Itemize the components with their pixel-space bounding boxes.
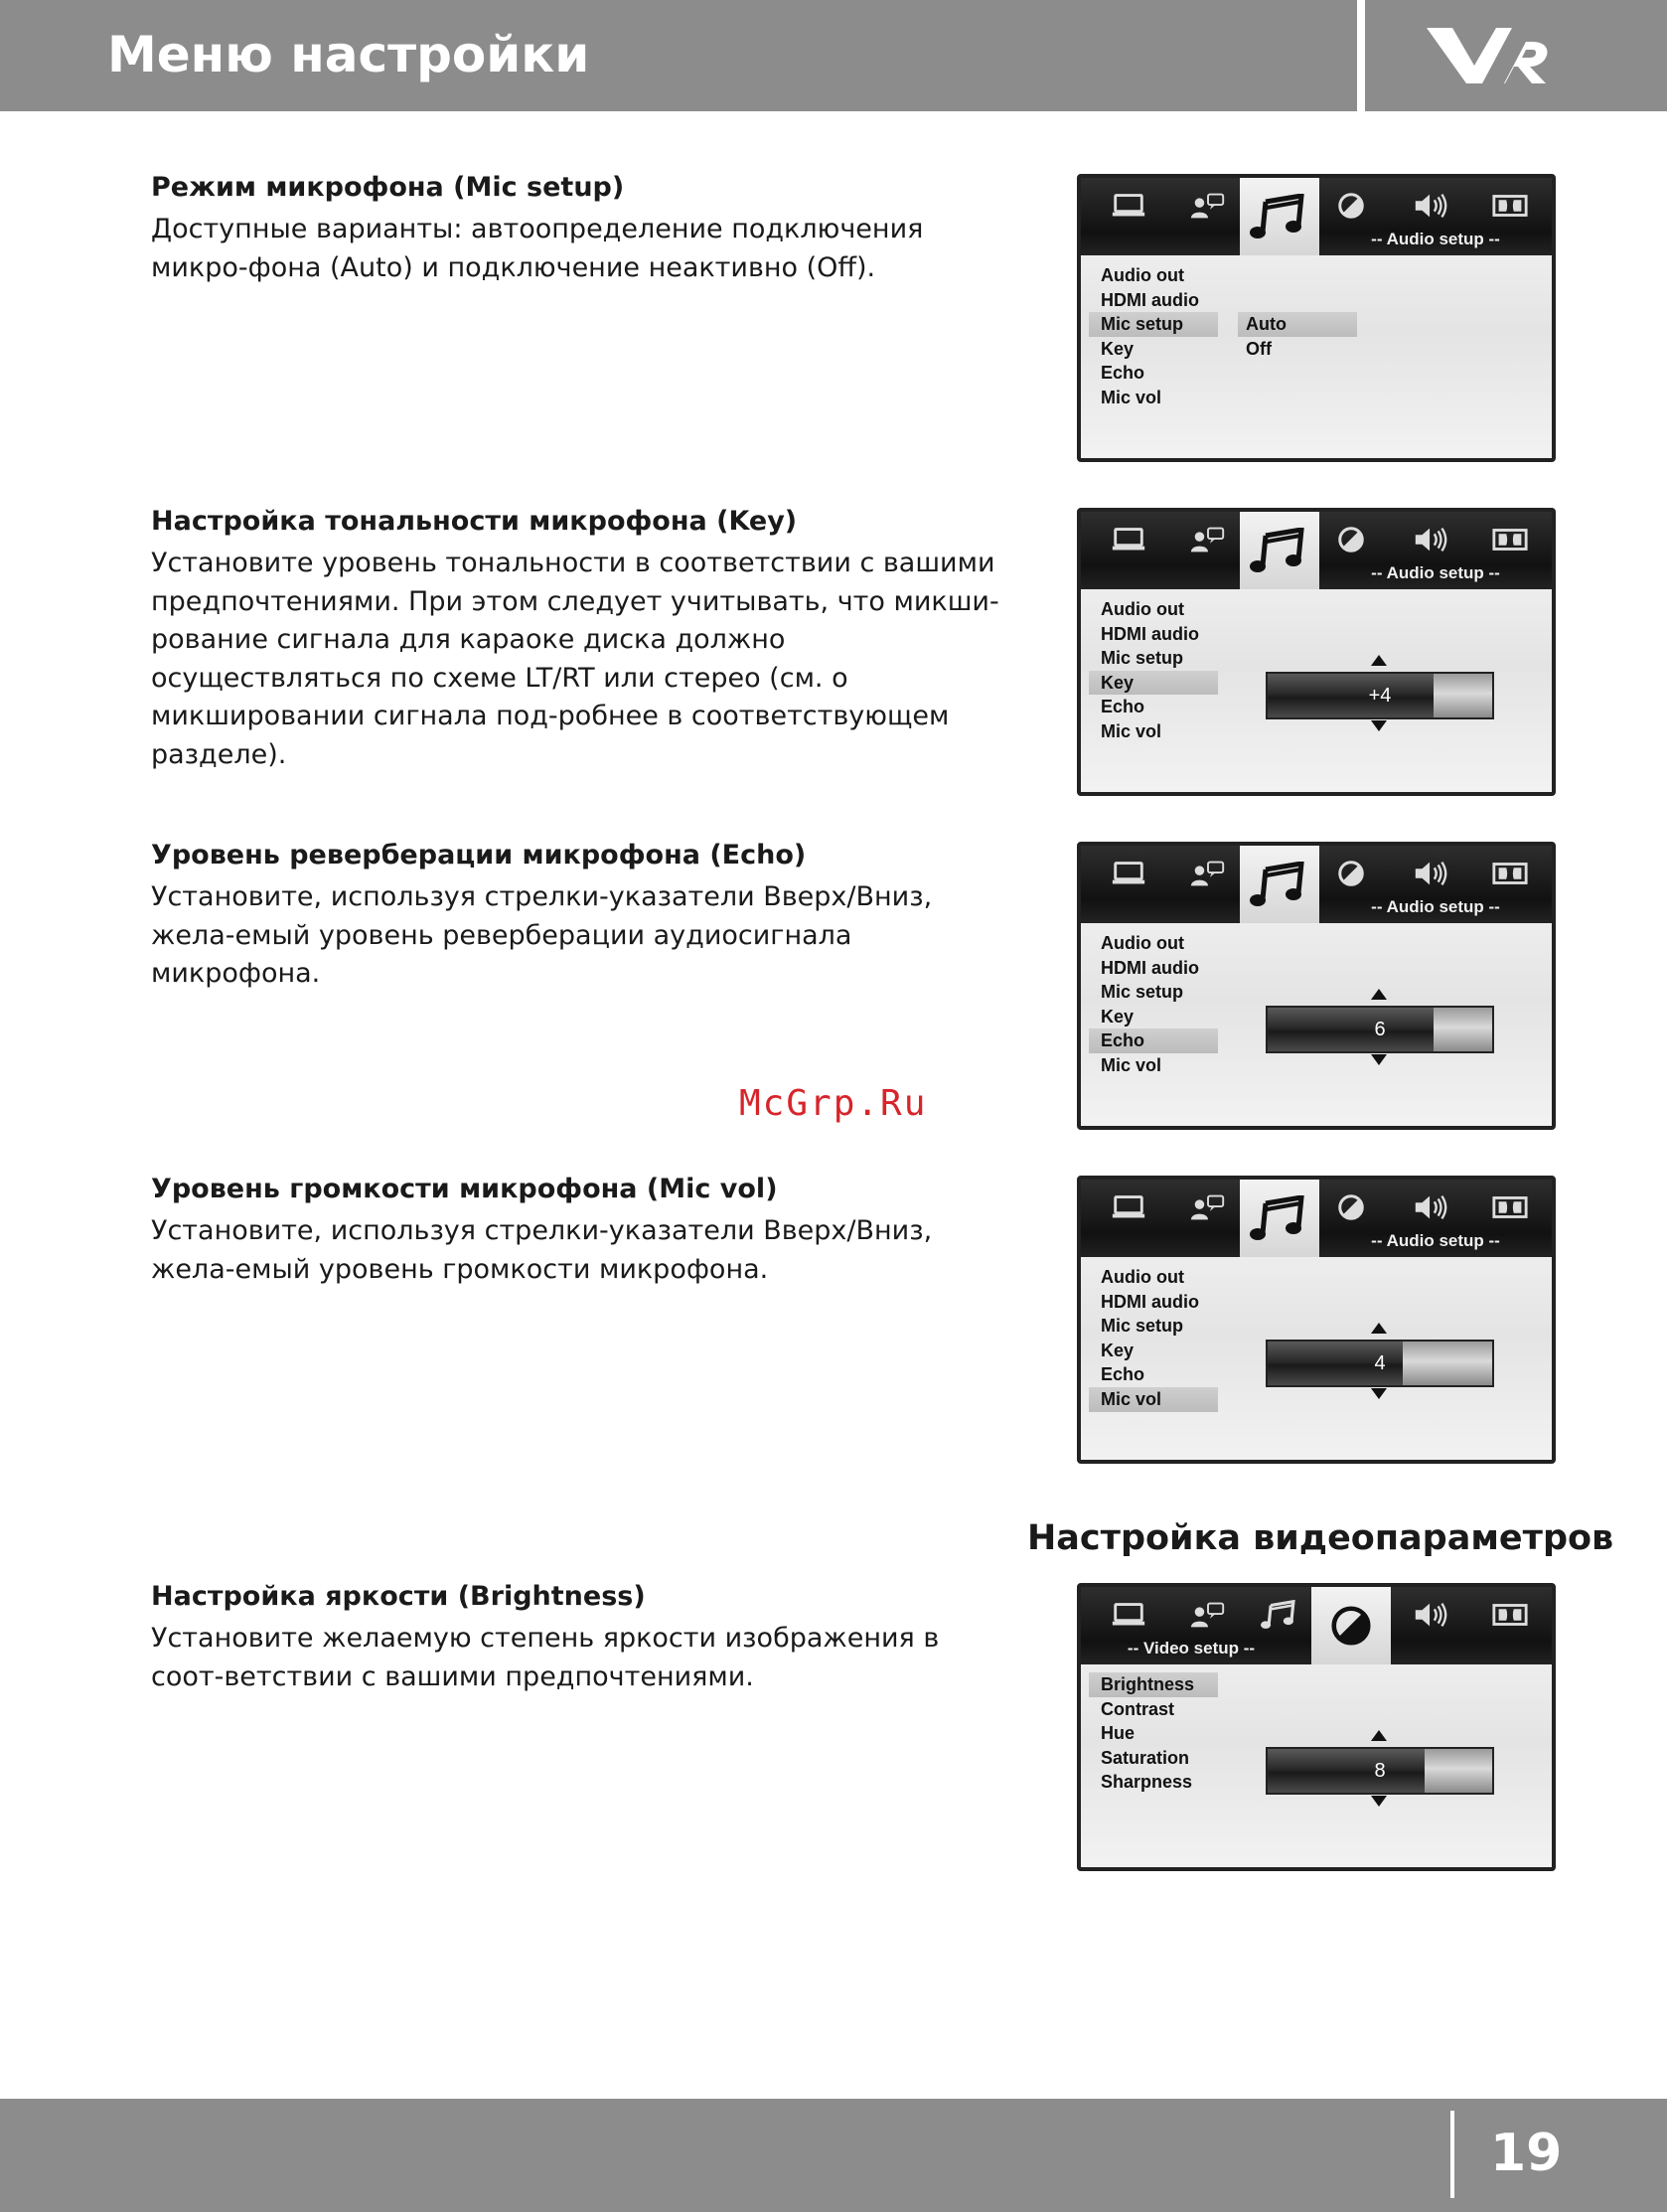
speaker-icon[interactable] xyxy=(1391,852,1470,895)
osd-level-slider[interactable] xyxy=(1266,1747,1494,1795)
section-text: Установите, используя стрелки-указатели Вверх/Вниз, жела-емый уровень реверберации аудиосигнала микрофона. xyxy=(151,881,933,989)
osd-setup-label: -- Audio setup -- xyxy=(1371,1231,1500,1250)
osd-menu-item[interactable]: Key xyxy=(1101,1340,1135,1360)
osd-option-item[interactable]: Off xyxy=(1246,338,1272,359)
arrow-up-icon[interactable] xyxy=(1371,1730,1387,1741)
osd-menu-item[interactable]: Audio out xyxy=(1101,599,1184,619)
osd-menu-item[interactable]: Audio out xyxy=(1101,933,1184,953)
arrow-up-icon[interactable] xyxy=(1371,1323,1387,1334)
music-icon[interactable] xyxy=(1240,512,1319,589)
dolby-icon[interactable] xyxy=(1470,1185,1550,1229)
contrast-icon[interactable] xyxy=(1311,1185,1391,1229)
speaker-icon[interactable] xyxy=(1391,1593,1470,1637)
osd-menu-item[interactable]: Echo xyxy=(1101,1364,1145,1385)
osd-setup-label: -- Audio setup -- xyxy=(1371,563,1500,582)
monitor-icon[interactable] xyxy=(1089,1185,1168,1229)
person-chat-icon[interactable] xyxy=(1168,1185,1248,1229)
osd-menu-item[interactable]: Echo xyxy=(1101,697,1145,717)
osd-setup-label: -- Video setup -- xyxy=(1127,1639,1256,1658)
section-text: Установите, используя стрелки-указатели Вверх/Вниз, жела-емый уровень громкости микрофона. xyxy=(151,1215,933,1285)
section-title: Режим микрофона (Mic setup) xyxy=(151,172,625,203)
osd-menu-item[interactable]: Echo xyxy=(1089,1028,1218,1053)
osd-level-slider[interactable] xyxy=(1266,672,1494,719)
person-chat-icon[interactable] xyxy=(1168,518,1248,561)
header-divider xyxy=(1357,0,1365,111)
person-chat-icon[interactable] xyxy=(1168,1593,1248,1637)
osd-menu-list xyxy=(1089,597,1218,744)
osd-menu-list xyxy=(1089,1265,1218,1412)
section-text: Установите желаемую степень яркости изображения в соот-ветствии с вашими предпочтениями. xyxy=(151,1623,940,1692)
osd-menu-item[interactable]: Mic vol xyxy=(1089,1387,1218,1412)
page-footer xyxy=(0,2099,1667,2212)
osd-options-list xyxy=(1238,312,1357,361)
osd-menu-item[interactable]: HDMI audio xyxy=(1101,957,1199,978)
section-mic-vol xyxy=(151,1171,1005,1289)
contrast-icon[interactable] xyxy=(1311,518,1391,561)
osd-menu-item[interactable]: Key xyxy=(1101,1006,1135,1027)
person-chat-icon[interactable] xyxy=(1168,852,1248,895)
osd-menu-item[interactable]: Mic setup xyxy=(1101,648,1184,669)
osd-screen-echo xyxy=(1077,842,1556,1130)
vr-logo xyxy=(1423,20,1552,91)
page-header xyxy=(0,0,1667,111)
arrow-up-icon[interactable] xyxy=(1371,989,1387,1000)
section-mic-setup xyxy=(151,169,1005,287)
speaker-icon[interactable] xyxy=(1391,518,1470,561)
page-title: Меню настройки xyxy=(107,26,590,83)
monitor-icon[interactable] xyxy=(1089,518,1168,561)
osd-menu-item[interactable]: Key xyxy=(1089,671,1218,696)
video-section-heading: Настройка видеопараметров xyxy=(1027,1518,1614,1558)
osd-menu-item[interactable]: Mic setup xyxy=(1101,982,1184,1003)
dolby-icon[interactable] xyxy=(1470,1593,1550,1637)
osd-menu-list xyxy=(1089,263,1218,410)
osd-setup-label: -- Audio setup -- xyxy=(1371,230,1500,248)
section-title: Уровень реверберации микрофона (Echo) xyxy=(151,840,807,870)
contrast-icon[interactable] xyxy=(1311,184,1391,228)
osd-screen-brightness xyxy=(1077,1583,1556,1871)
osd-menu-item[interactable]: Brightness xyxy=(1089,1672,1218,1697)
osd-menu-item[interactable]: Key xyxy=(1101,338,1135,359)
dolby-icon[interactable] xyxy=(1470,518,1550,561)
osd-level-slider[interactable] xyxy=(1266,1006,1494,1053)
slider-value: +4 xyxy=(1368,685,1392,707)
dolby-icon[interactable] xyxy=(1470,184,1550,228)
page-number: 19 xyxy=(1490,2124,1563,2183)
osd-menu-item[interactable]: Saturation xyxy=(1101,1747,1190,1768)
dolby-icon[interactable] xyxy=(1470,852,1550,895)
monitor-icon[interactable] xyxy=(1089,184,1168,228)
arrow-down-icon[interactable] xyxy=(1371,1054,1387,1065)
monitor-icon[interactable] xyxy=(1089,852,1168,895)
osd-screen-mic-vol xyxy=(1077,1176,1556,1464)
osd-menu-item[interactable]: HDMI audio xyxy=(1101,289,1199,310)
footer-divider xyxy=(1450,2111,1454,2198)
slider-value: 6 xyxy=(1374,1019,1386,1040)
contrast-icon[interactable] xyxy=(1311,852,1391,895)
osd-menu-item[interactable]: Mic vol xyxy=(1101,720,1162,741)
osd-menu-item[interactable]: Hue xyxy=(1101,1723,1136,1744)
section-text: Установите уровень тональности в соответствии с вашими предпочтениями. При этом следует учитывать, что микши-рование сигнала для караоке диска должно осуществляться по схеме LT/RT или стерео (см. о микшировании сигнала под-робнее в соответствующем разделе). xyxy=(151,548,999,770)
speaker-icon[interactable] xyxy=(1391,1185,1470,1229)
contrast-icon[interactable] xyxy=(1311,1587,1391,1664)
section-title: Настройка яркости (Brightness) xyxy=(151,1581,646,1612)
osd-menu-item[interactable]: Mic setup xyxy=(1089,312,1218,337)
osd-level-slider[interactable] xyxy=(1266,1340,1494,1387)
section-brightness xyxy=(151,1578,1005,1696)
section-title: Уровень громкости микрофона (Mic vol) xyxy=(151,1174,778,1204)
osd-screen-mic-setup xyxy=(1077,174,1556,462)
section-key xyxy=(151,503,1005,774)
osd-setup-label: -- Audio setup -- xyxy=(1371,897,1500,916)
music-icon[interactable] xyxy=(1240,846,1319,923)
osd-menu-list xyxy=(1089,931,1218,1078)
osd-menu-list xyxy=(1089,1672,1218,1795)
osd-menu-item[interactable]: HDMI audio xyxy=(1101,623,1199,644)
watermark: McGrp.Ru xyxy=(739,1083,928,1124)
section-title: Настройка тональности микрофона (Key) xyxy=(151,506,798,537)
osd-menu-item[interactable]: Audio out xyxy=(1101,1267,1184,1287)
slider-value: 8 xyxy=(1374,1760,1386,1782)
speaker-icon[interactable] xyxy=(1391,184,1470,228)
osd-menu-item[interactable]: Audio out xyxy=(1101,265,1184,285)
osd-menu-item[interactable]: Mic setup xyxy=(1101,1316,1184,1337)
arrow-down-icon[interactable] xyxy=(1371,1796,1387,1807)
section-echo xyxy=(151,837,1005,994)
arrow-down-icon[interactable] xyxy=(1371,1388,1387,1399)
osd-menu-item[interactable]: Sharpness xyxy=(1101,1772,1193,1793)
osd-menu-item[interactable]: Echo xyxy=(1101,363,1145,384)
osd-screen-key xyxy=(1077,508,1556,796)
osd-menu-item[interactable]: Mic vol xyxy=(1101,387,1162,407)
arrow-down-icon[interactable] xyxy=(1371,720,1387,731)
osd-option-item[interactable]: Auto xyxy=(1238,312,1357,337)
monitor-icon[interactable] xyxy=(1089,1593,1168,1637)
osd-menu-item[interactable]: Contrast xyxy=(1101,1698,1175,1719)
osd-menu-item[interactable]: HDMI audio xyxy=(1101,1291,1199,1312)
osd-menu-item[interactable]: Mic vol xyxy=(1101,1054,1162,1075)
section-text: Доступные варианты: автоопределение подключения микро-фона (Auto) и подключение неактивно (Off). xyxy=(151,214,924,283)
slider-value: 4 xyxy=(1374,1352,1386,1374)
person-chat-icon[interactable] xyxy=(1168,184,1248,228)
arrow-up-icon[interactable] xyxy=(1371,655,1387,666)
music-icon[interactable] xyxy=(1240,1593,1319,1637)
music-icon[interactable] xyxy=(1240,1180,1319,1257)
music-icon[interactable] xyxy=(1240,178,1319,255)
